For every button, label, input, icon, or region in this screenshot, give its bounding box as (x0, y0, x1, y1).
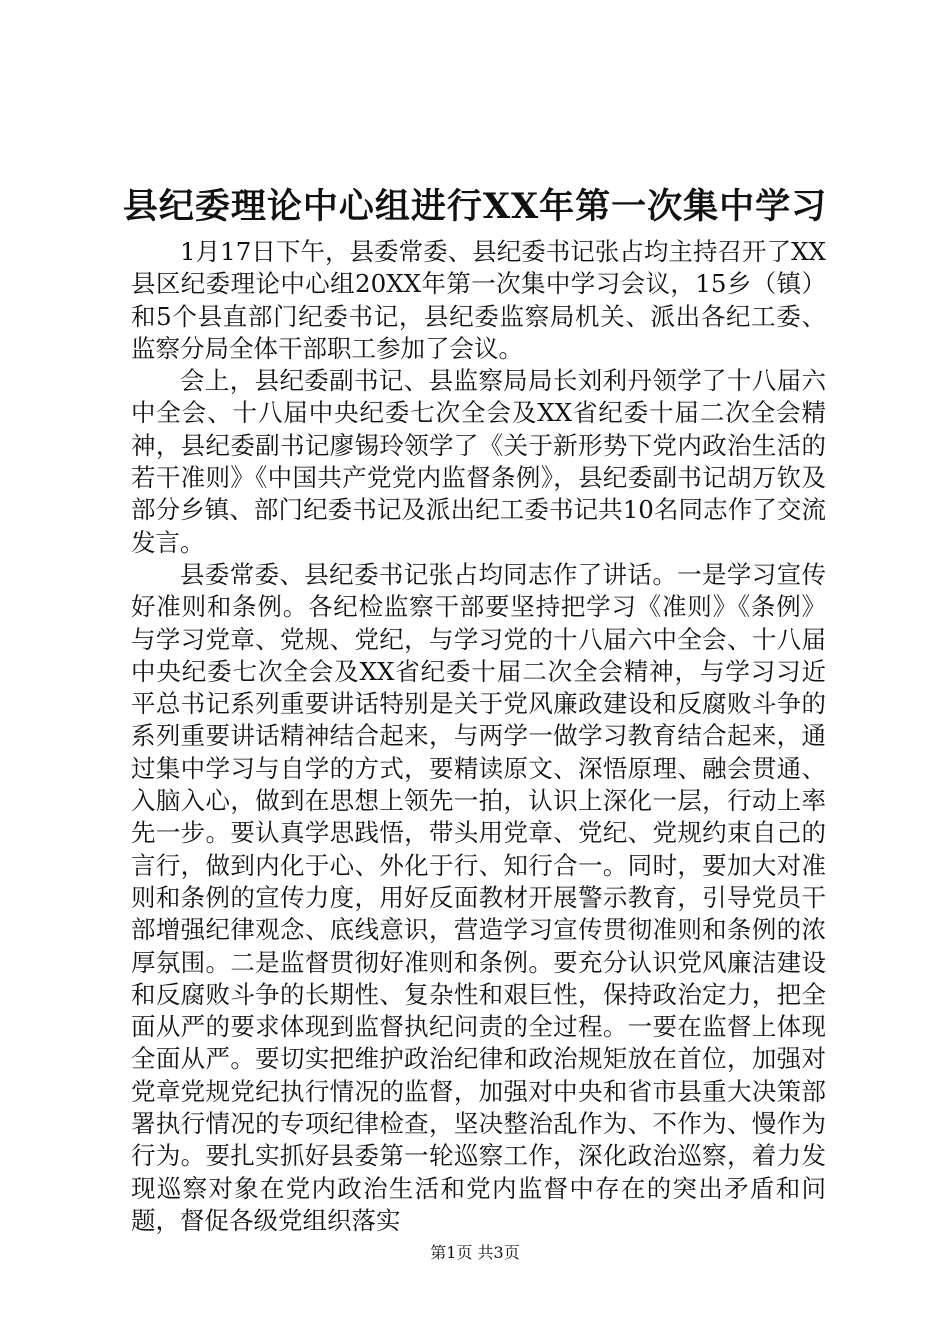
document-title: 县纪委理论中心组进行XX年第一次集中学习 (122, 186, 828, 227)
paragraph-1: 1月17日下午，县委常委、县纪委书记张占均主持召开了XX县区纪委理论中心组20XX年第一次集中学习会议，15乡（镇）和5个县直部门纪委书记，县纪委监察局机关、派出各纪工委、监察分局全体干部职工参加了会议。 (131, 237, 826, 363)
page-number-footer: 第1页 共3页 (430, 1243, 520, 1262)
paragraph-3: 县委常委、县纪委书记张占均同志作了讲话。一是学习宣传好准则和条例。各纪检监察干部要坚持把学习《准则》《条例》与学习党章、党规、党纪，与学习党的十八届六中全会、十八届中央纪委七次全会及XX省纪委十届二次全会精神，与学习习近平总书记系列重要讲话特别是关于党风廉政建设和反腐败斗争的系列重要讲话精神结合起来，与两学一做学习教育结合起来，通过集中学习与自学的方式，要精读原文、深悟原理、融会贯通、入脑入心，做到在思想上领先一拍，认识上深化一层，行动上率先一步。要认真学思践悟，带头用党章、党纪、党规约束自己的言行，做到内化于心、外化于行、知行合一。同时，要加大对准则和条例的宣传力度，用好反面教材开展警示教育，引导党员干部增强纪律观念、底线意识，营造学习宣传贯彻准则和条例的浓厚氛围。二是监督贯彻好准则和条例。要充分认识党风廉洁建设和反腐败斗争的长期性、复杂性和艰巨性，保持政治定力，把全面从严的要求体现到监督执纪问责的全过程。一要在监督上体现全面从严。要切实把维护政治纪律和政治规矩放在首位，加强对党章党规党纪执行情况的监督，加强对中央和省市县重大决策部署执行情况的专项纪律检查，坚决整治乱作为、不作为、慢作为行为。要扎实抓好县委第一轮巡察工作，深化政治巡察，着力发现巡察对象在党内政治生活和党内监督中存在的突出矛盾和问题，督促各级党组织落实 (131, 559, 826, 1235)
document-body (131, 236, 826, 1237)
paragraph-2: 会上，县纪委副书记、县监察局局长刘利丹领学了十八届六中全会、十八届中央纪委七次全会及XX省纪委十届二次全会精神，县纪委副书记廖锡玲领学了《关于新形势下党内政治生活的若干准则》《中国共产党党内监督条例》，县纪委副书记胡万钦及部分乡镇、部门纪委书记及派出纪工委书记共10名同志作了交流发言。 (131, 366, 826, 557)
